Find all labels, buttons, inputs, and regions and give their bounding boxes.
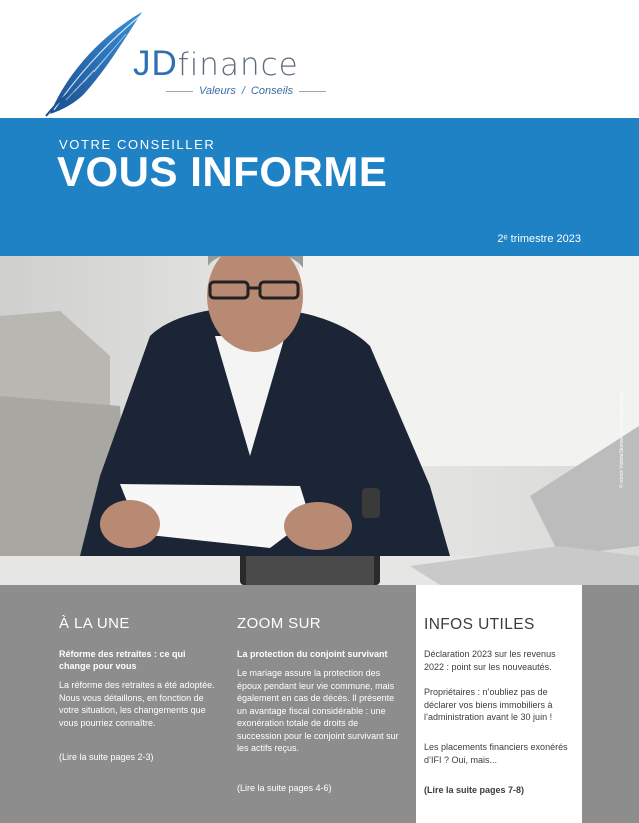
cover-photo-illustration <box>0 256 639 585</box>
photo-credit: © istock VioletaStoimenova / PeopleImages <box>619 391 625 488</box>
brand-name-finance: finance <box>177 47 299 83</box>
read-more-infos-utiles[interactable]: (Lire la suite pages 7-8) <box>424 785 525 795</box>
column-body-zoom-sur: Le mariage assure la protection des époux pendant leur vie commune, mais également en cas de décès. Il présente un avantage fiscal considérable : une exonération totale de droits de succession pour le conjoint survivant sur les actifs reçus. <box>237 668 399 753</box>
tagline-valeurs: Valeurs <box>198 85 236 97</box>
column-subtitle-a-la-une: Réforme des retraites : ce qui change pour vous <box>59 649 186 671</box>
brand-tagline <box>166 84 326 98</box>
info-item: Propriétaires : n’oubliez pas de déclarer vos biens immobiliers à l’administration avant le 30 juin ! <box>424 687 553 722</box>
cover-photo <box>0 256 639 585</box>
column-title-a-la-une: À LA UNE <box>59 615 130 632</box>
issue-date: 2ᵉ trimestre 2023 <box>497 233 581 245</box>
column-a-la-une <box>0 585 226 823</box>
column-title-infos-utiles: INFOS UTILES <box>424 616 535 633</box>
info-item: Les placements financiers exonérés d’IFI ? Oui, mais... <box>424 742 568 765</box>
column-zoom-sur <box>226 585 416 823</box>
column-body-a-la-une: La réforme des retraites a été adoptée. Nous vous détaillons, en fonction de votre situation, les changements que vous pourriez connaître. <box>59 680 215 728</box>
tagline-rule-right <box>299 91 326 92</box>
column-title-zoom-sur: ZOOM SUR <box>237 615 322 632</box>
read-more-a-la-une[interactable]: (Lire la suite pages 2-3) <box>59 752 154 762</box>
column-subtitle-zoom-sur: La protection du conjoint survivant <box>237 649 388 659</box>
tagline-rule-left <box>166 91 193 92</box>
read-more-zoom-sur[interactable]: (Lire la suite pages 4-6) <box>237 783 332 793</box>
info-item: Déclaration 2023 sur les revenus 2022 : point sur les nouveautés. <box>424 649 556 672</box>
brand-name-jd: JD <box>133 44 178 83</box>
brand-name <box>133 44 299 84</box>
banner-eyebrow: VOTRE CONSEILLER <box>59 137 216 152</box>
banner-title: VOUS INFORME <box>57 148 388 195</box>
tagline-separator: / <box>241 85 245 97</box>
column-infos-utiles <box>416 585 582 823</box>
tagline-conseils: Conseils <box>250 85 294 97</box>
